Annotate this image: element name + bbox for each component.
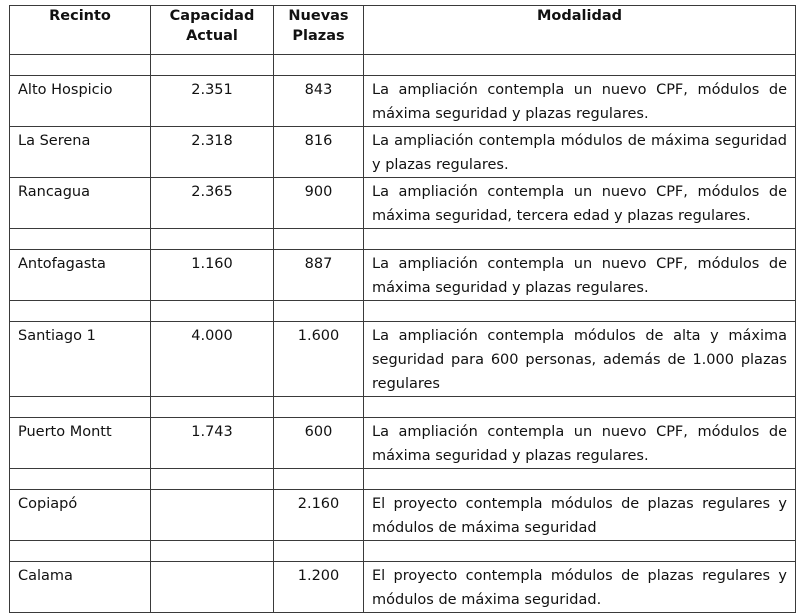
cell-nuevas-plazas: 900 — [274, 178, 364, 229]
empty-cell — [274, 229, 364, 250]
empty-cell — [364, 229, 796, 250]
empty-cell — [274, 301, 364, 322]
spacer-row — [10, 397, 796, 418]
spacer-row — [10, 301, 796, 322]
empty-cell — [364, 55, 796, 76]
cell-modalidad: La ampliación contempla un nuevo CPF, módulos de máxima seguridad y plazas regulares. — [364, 76, 796, 127]
cell-modalidad: La ampliación contempla módulos de máxima seguridad y plazas regulares. — [364, 127, 796, 178]
empty-cell — [274, 541, 364, 562]
cell-nuevas-plazas: 600 — [274, 418, 364, 469]
empty-cell — [274, 469, 364, 490]
cell-capacidad-actual: 2.318 — [151, 127, 274, 178]
cell-modalidad: El proyecto contempla módulos de plazas regulares y módulos de máxima seguridad — [364, 490, 796, 541]
cell-recinto: La Serena — [10, 127, 151, 178]
cell-nuevas-plazas: 843 — [274, 76, 364, 127]
empty-cell — [151, 301, 274, 322]
spacer-row — [10, 541, 796, 562]
empty-cell — [151, 397, 274, 418]
spacer-row — [10, 55, 796, 76]
header-nuevas-plazas: Nuevas Plazas — [274, 6, 364, 55]
spacer-row — [10, 469, 796, 490]
empty-cell — [10, 55, 151, 76]
header-row — [10, 6, 796, 55]
table-row — [10, 178, 796, 229]
cell-modalidad: La ampliación contempla un nuevo CPF, módulos de máxima seguridad y plazas regulares. — [364, 250, 796, 301]
header-recinto: Recinto — [10, 6, 151, 55]
empty-cell — [151, 55, 274, 76]
cell-nuevas-plazas: 887 — [274, 250, 364, 301]
table-row — [10, 250, 796, 301]
empty-cell — [151, 469, 274, 490]
empty-cell — [364, 397, 796, 418]
empty-cell — [364, 301, 796, 322]
header-capacidad-actual: Capacidad Actual — [151, 6, 274, 55]
cell-nuevas-plazas: 2.160 — [274, 490, 364, 541]
header-modalidad: Modalidad — [364, 6, 796, 55]
cell-capacidad-actual — [151, 490, 274, 541]
empty-cell — [274, 55, 364, 76]
table-row — [10, 562, 796, 613]
cell-recinto: Calama — [10, 562, 151, 613]
prison-capacity-table — [9, 5, 796, 613]
empty-cell — [151, 541, 274, 562]
cell-recinto: Antofagasta — [10, 250, 151, 301]
cell-modalidad: La ampliación contempla un nuevo CPF, módulos de máxima seguridad, tercera edad y plazas regulares. — [364, 178, 796, 229]
cell-recinto: Rancagua — [10, 178, 151, 229]
table-row — [10, 418, 796, 469]
empty-cell — [364, 541, 796, 562]
cell-capacidad-actual: 1.743 — [151, 418, 274, 469]
cell-recinto: Alto Hospicio — [10, 76, 151, 127]
table-row — [10, 490, 796, 541]
table-row — [10, 76, 796, 127]
cell-nuevas-plazas: 1.200 — [274, 562, 364, 613]
table-row — [10, 322, 796, 397]
cell-recinto: Puerto Montt — [10, 418, 151, 469]
cell-capacidad-actual — [151, 562, 274, 613]
cell-recinto: Santiago 1 — [10, 322, 151, 397]
empty-cell — [10, 469, 151, 490]
cell-capacidad-actual: 2.351 — [151, 76, 274, 127]
table-row — [10, 127, 796, 178]
cell-recinto: Copiapó — [10, 490, 151, 541]
empty-cell — [10, 301, 151, 322]
cell-modalidad: El proyecto contempla módulos de plazas regulares y módulos de máxima seguridad. — [364, 562, 796, 613]
empty-cell — [364, 469, 796, 490]
cell-modalidad: La ampliación contempla un nuevo CPF, módulos de máxima seguridad y plazas regulares. — [364, 418, 796, 469]
cell-capacidad-actual: 1.160 — [151, 250, 274, 301]
empty-cell — [274, 397, 364, 418]
empty-cell — [10, 541, 151, 562]
empty-cell — [10, 397, 151, 418]
spacer-row — [10, 229, 796, 250]
cell-capacidad-actual: 4.000 — [151, 322, 274, 397]
cell-nuevas-plazas: 816 — [274, 127, 364, 178]
empty-cell — [10, 229, 151, 250]
cell-modalidad: La ampliación contempla módulos de alta y máxima seguridad para 600 personas, además de 1.000 plazas regulares — [364, 322, 796, 397]
cell-capacidad-actual: 2.365 — [151, 178, 274, 229]
empty-cell — [151, 229, 274, 250]
cell-nuevas-plazas: 1.600 — [274, 322, 364, 397]
